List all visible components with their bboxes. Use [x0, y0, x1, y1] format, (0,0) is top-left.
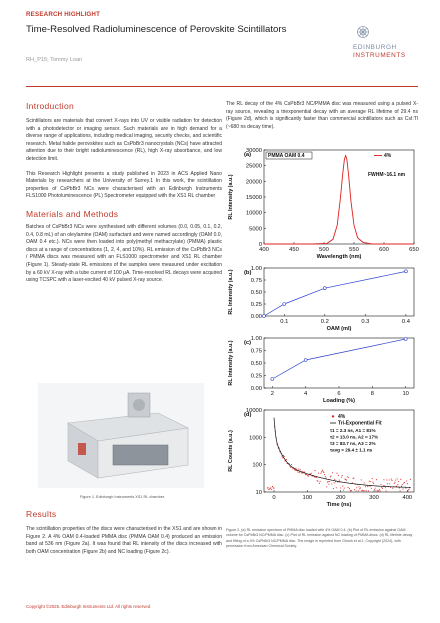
y-tick-label: 0.25: [250, 302, 262, 308]
y-tick-label: 0.50: [250, 361, 262, 367]
decay-data-point: [391, 479, 392, 480]
y-tick-label: 1000: [249, 435, 262, 442]
decay-data-point: [356, 487, 357, 488]
decay-data-point: [354, 489, 355, 490]
decay-data-point: [325, 476, 326, 477]
x-tick-label: 2: [270, 391, 274, 397]
decay-data-point: [408, 490, 409, 491]
decay-data-point: [270, 487, 271, 488]
decay-data-point: [333, 488, 334, 489]
y-tick-label: 5000: [249, 226, 262, 233]
y-tick-label: 10000: [245, 210, 262, 217]
decay-data-point: [348, 477, 349, 478]
decay-data-point: [386, 490, 387, 491]
decay-data-point: [369, 486, 370, 487]
decay-data-point: [290, 467, 291, 468]
decay-data-point: [347, 487, 348, 488]
y-axis-label: RL Counts (a.u.): [228, 430, 234, 472]
decay-data-point: [376, 479, 377, 480]
decay-data-point: [405, 488, 406, 489]
x-tick-label: 4: [304, 391, 308, 397]
decay-data-point: [375, 488, 376, 489]
results-section: [26, 509, 222, 556]
x-tick-label: 600: [379, 247, 389, 253]
trend-line-1: [264, 271, 406, 316]
copyright-footer: Copyright ©2025. Edinburgh Instruments Ltd. All rights reserved: [26, 604, 151, 609]
decay-data-point: [298, 469, 299, 470]
intro-heading: Introduction: [26, 101, 75, 111]
decay-data-point: [272, 486, 273, 487]
x-axis-label: Time (ns): [326, 502, 352, 508]
logo-line-1: EDINBURGH: [353, 44, 397, 51]
x-axis-label: Wavelength (nm): [316, 254, 362, 260]
decay-data-point: [389, 479, 390, 480]
decay-data-point: [343, 490, 344, 491]
decay-data-point: [351, 490, 352, 491]
figure-2-charts: [226, 140, 420, 525]
decay-data-point: [328, 481, 329, 482]
intro-paragraph-2: This Research Highlight presents a study published in 2023 in ACS Applied Nano Materials by researchers at the University of Surrey.1 In this work, the scintillation properties of CsPbBr3 NCs were characterised with an Edinburgh Instruments FLS1000 Photoluminescence (PL) Spectrometer equipped with the XS1 RL chamber: [26, 170, 222, 200]
decay-data-point: [359, 488, 360, 489]
decay-data-point: [325, 477, 326, 478]
decay-data-point: [334, 482, 335, 483]
decay-data-point: [361, 479, 362, 480]
decay-data-point: [379, 489, 380, 490]
decay-data-point: [367, 486, 368, 487]
x-tick-label: 450: [289, 247, 299, 253]
data-point: [271, 378, 274, 381]
intro-paragraph-1: Scintillators are materials that convert X-rays into UV or visible radiation for detection with a photodetector or imaging sensor. Such materials are in high demand for a diverse range of applications, including medical imaging, security checks, and scientific research. Metal halide perovskites such as CsPbBr3 nanocrystals (NCs) have attracted attention due to their bright radioluminescence (RL), high X-ray absorbance, and low detection limit.: [26, 118, 222, 162]
decay-data-point: [370, 481, 371, 482]
decay-data-point: [386, 479, 387, 480]
decay-data-point: [389, 483, 390, 484]
decay-data-point: [394, 483, 395, 484]
methods-paragraph: Batches of CsPbBr3 NCs were synthesised with different volumes (0.0, 0.05, 0.1, 0.2, 0.4, 0.8 mL) of an oleylamine (OAM) surfactant and were named accordingly (OAM 0.0, OAM 0.4 etc.). NCs were then loaded into poly(methyl methacrylate) (PMMA) plastic discs at a range of concentrations (1, 2, 4, and 10%). RL emission of the CsPbBr3 NCs / PMMA discs was measured with an FLS1000 spectrometer and XS1 RL chamber (Figure 1). Steady-state RL emissions of the samples were measured under excitation by a 60 kV X-ray with a tube current of 100 μA. Time-resolved RL decays were acquired using TCSPC with a laser-excited 40 kV pulsed X-ray source.: [26, 223, 222, 284]
decay-data-point: [353, 478, 354, 479]
decay-data-point: [331, 476, 332, 477]
decay-data-point: [299, 472, 300, 473]
decay-data-point: [394, 482, 395, 483]
decay-data-point: [404, 482, 405, 483]
trend-line-2: [272, 339, 405, 379]
decay-data-point: [381, 487, 382, 488]
decay-data-point: [295, 470, 296, 471]
data-point: [404, 270, 407, 273]
decay-data-point: [273, 488, 274, 489]
y-tick-label: 1.00: [250, 266, 262, 272]
fwhm-annotation: FWHM~16.1 nm: [368, 172, 406, 178]
panel-label: (a): [244, 152, 252, 158]
y-tick-label: 1.00: [250, 336, 262, 342]
page-title: Time-Resolved Radioluminescence of Perovskite Scintillators: [26, 24, 287, 35]
x-tick-label: 200: [335, 495, 346, 501]
decay-data-point: [336, 473, 337, 474]
decay-data-point: [283, 455, 284, 456]
decay-data-point: [397, 478, 398, 479]
decay-data-point: [301, 473, 302, 474]
decay-data-point: [269, 489, 270, 490]
decay-data-point: [331, 483, 332, 484]
decay-data-point: [271, 489, 272, 490]
decay-data-point: [323, 471, 324, 472]
x-tick-label: 0: [272, 495, 276, 501]
decay-data-point: [320, 473, 321, 474]
x-tick-label: 10: [402, 391, 409, 397]
decay-data-point: [286, 459, 287, 460]
decay-data-point: [298, 472, 299, 473]
logo-line-2: INSTRUMENTS: [353, 52, 406, 59]
decay-data-point: [372, 482, 373, 483]
y-tick-label: 20000: [245, 179, 262, 186]
decay-data-point: [321, 471, 322, 472]
legend-label-fit: Tri-Exponential Fit: [338, 420, 382, 427]
decay-data-point: [340, 487, 341, 488]
decay-data-point: [364, 482, 365, 483]
panel-label: (c): [244, 340, 252, 346]
decay-data-point: [326, 486, 327, 487]
decay-data-point: [282, 457, 283, 458]
methods-heading: Materials and Methods: [26, 208, 119, 219]
decay-data-point: [322, 470, 323, 471]
y-tick-label: 0.00: [250, 386, 262, 392]
x-tick-label: 500: [319, 247, 329, 253]
right-column: [226, 101, 418, 131]
y-tick-label: 10: [255, 490, 262, 496]
decay-data-point: [360, 487, 361, 488]
decay-data-point: [341, 477, 342, 478]
decay-data-point: [342, 475, 343, 476]
decay-data-point: [320, 481, 321, 482]
figure-1-caption: Figure 1. Edinburgh Instruments XS1 RL chamber.: [80, 495, 165, 499]
y-axis-label: RL Intensity (a.u.): [228, 269, 234, 315]
decay-data-point: [364, 490, 365, 491]
y-tick-label: 0.00: [250, 314, 262, 320]
x-tick-label: 550: [349, 247, 359, 253]
x-tick-label: 0.1: [280, 319, 289, 325]
logo-mark-icon: [353, 25, 417, 39]
decay-data-point: [347, 476, 348, 477]
decay-data-point: [332, 472, 333, 473]
decay-data-point: [380, 490, 381, 491]
decay-data-point: [318, 473, 319, 474]
legend-dot-4: [332, 415, 334, 417]
decay-data-point: [382, 488, 383, 489]
decay-data-point: [346, 480, 347, 481]
panel-label: (b): [244, 270, 252, 276]
y-tick-label: 0.75: [250, 278, 262, 284]
emission-spectrum-line: [264, 156, 414, 244]
decay-data-point: [368, 490, 369, 491]
decay-data-point: [323, 472, 324, 473]
decay-data-point: [387, 483, 388, 484]
decay-data-point: [375, 490, 376, 491]
decay-data-point: [314, 476, 315, 477]
decay-data-point: [400, 479, 401, 480]
decay-data-point: [314, 470, 315, 471]
x-tick-label: 300: [369, 495, 379, 501]
decay-data-point: [358, 486, 359, 487]
decay-data-point: [371, 488, 372, 489]
figure-1-image: [38, 383, 204, 488]
data-point: [304, 359, 307, 362]
x-tick-label: 6: [337, 391, 341, 397]
panel-label: (d): [244, 412, 252, 418]
decay-data-point: [400, 490, 401, 491]
x-tick-label: 0.4: [401, 319, 410, 325]
data-point: [263, 315, 266, 318]
y-tick-label: 0: [258, 242, 262, 248]
decay-data-point: [295, 468, 296, 469]
decay-data-point: [335, 481, 336, 482]
decay-data-point: [406, 480, 407, 481]
decay-data-point: [366, 490, 367, 491]
decay-paragraph: The RL decay of the 4% CsPbBr3 NC/PMMA disc was measured using a pulsed X-ray source, revealing a triexponential decay with an average RL lifetime of 29.4 ns (Figure 2d), which is significantly faster than commercial scintillators such as CsI:Tl (~680 ns decay time).: [226, 101, 418, 130]
legend-box-label: PMMA OAM 0.4: [268, 153, 305, 160]
legend-label-data: 4%: [338, 414, 346, 420]
fit-parameter: τavg = 29.4 ± 1.1 ns: [330, 447, 373, 453]
decay-data-point: [395, 480, 396, 481]
decay-data-point: [316, 477, 317, 478]
x-tick-label: 100: [302, 495, 313, 501]
decay-data-point: [268, 487, 269, 488]
y-tick-label: 25000: [245, 163, 262, 170]
decay-data-point: [402, 484, 403, 485]
plot-frame-0: [264, 150, 414, 244]
decay-data-point: [408, 489, 409, 490]
plot-frame-1: [264, 268, 414, 316]
decay-data-point: [338, 475, 339, 476]
edinburgh-instruments-logo: [353, 25, 417, 65]
fit-parameter: τ1 = 2.3 ns, A1 = 81%: [330, 428, 376, 433]
x-tick-label: 8: [370, 391, 374, 397]
decay-data-point: [319, 483, 320, 484]
decay-data-point: [407, 483, 408, 484]
research-highlight-label: RESEARCH HIGHLIGHT: [26, 11, 101, 18]
x-tick-label: 400: [259, 247, 269, 253]
x-tick-label: 400: [402, 495, 413, 501]
y-axis-label: RL Intensity (a.u.): [228, 340, 234, 386]
decay-data-point: [369, 481, 370, 482]
plot-frame-2: [264, 338, 414, 388]
decay-data-point: [397, 484, 398, 485]
decay-data-point: [399, 487, 400, 488]
x-axis-label: Loading (%): [322, 398, 356, 404]
data-point: [283, 303, 286, 306]
decay-data-point: [311, 473, 312, 474]
decay-data-point: [410, 479, 411, 480]
decay-data-point: [378, 490, 379, 491]
decay-data-point: [401, 486, 402, 487]
decay-data-point: [334, 479, 335, 480]
decay-data-point: [342, 486, 343, 487]
decay-data-point: [284, 456, 285, 457]
y-axis-label: RL Intensity (a.u.): [228, 174, 234, 220]
header-divider: [26, 86, 418, 87]
decay-data-point: [383, 479, 384, 480]
decay-data-point: [339, 480, 340, 481]
results-heading: Results: [26, 509, 57, 519]
decay-data-point: [365, 486, 366, 487]
decay-data-point: [329, 481, 330, 482]
fit-parameter: τ2 = 13.0 ns, A2 = 17%: [330, 434, 379, 440]
decay-data-point: [344, 488, 345, 489]
decay-data-point: [300, 469, 301, 470]
decay-data-point: [349, 488, 350, 489]
y-tick-label: 30000: [245, 148, 262, 154]
decay-data-point: [328, 484, 329, 485]
decay-data-point: [391, 480, 392, 481]
decay-data-point: [373, 483, 374, 484]
fit-parameter: τ3 = 83.7 ns, A3 = 2%: [330, 441, 376, 446]
y-tick-label: 0.50: [250, 290, 262, 296]
decay-data-point: [324, 474, 325, 475]
decay-data-point: [308, 476, 309, 477]
results-paragraph: The scintillation properties of the discs were characterised in the XS1 and are shown in Figure 2. A 4% OAM 0.4-loaded PMMA disc (PMMA OAM 0.4) produced an emission band at 536 nm (Figure 2a). It was found that RL intensity of the discs increased with both OAM concentration (Figure 2b) and NC loading (Figure 2c).: [26, 526, 222, 555]
y-tick-label: 100: [252, 462, 262, 469]
decay-data-point: [385, 487, 386, 488]
y-tick-label: 10000: [245, 408, 262, 414]
decay-data-point: [380, 484, 381, 485]
y-tick-label: 15000: [245, 195, 262, 201]
legend-series-label: 4%: [384, 153, 392, 160]
x-tick-label: 650: [409, 247, 419, 253]
decay-data-point: [356, 490, 357, 491]
x-axis-label: OAM (ml): [326, 326, 352, 332]
decay-data-point: [291, 464, 292, 465]
y-tick-label: 0.25: [250, 373, 262, 380]
decay-data-point: [336, 487, 337, 488]
decay-data-point: [372, 478, 373, 479]
document-meta: RH_P15; Tommy Loan: [26, 57, 83, 63]
decay-data-point: [363, 490, 364, 491]
data-point: [323, 287, 326, 290]
xs1-chamber-illustration: [38, 383, 204, 488]
decay-data-point: [392, 488, 393, 489]
x-tick-label: 0.3: [361, 319, 370, 325]
decay-data-point: [358, 490, 359, 491]
decay-data-point: [402, 488, 403, 489]
decay-data-point: [374, 489, 375, 490]
decay-data-point: [317, 481, 318, 482]
y-tick-label: 0.75: [250, 348, 262, 355]
x-tick-label: 0.2: [320, 319, 329, 325]
decay-data-point: [398, 481, 399, 482]
left-column: [26, 101, 222, 285]
figure-2-caption: Figure 2. (a) RL emission spectrum of PMMA disc loaded with 4% OAM 0.4. (b) Plot of RL emission against OAM volume for CsPbBr3 NC/PMMA disc. (c) Plot of RL emission against NC loading of PMMA discs. (d) RL lifetime decay and fitting of a 4% CsPbBr3 NC/PMMA disc. The image is reprinted from Ghosh et al.1, Copyright (2024), with permission from American Chemical Society.: [226, 528, 413, 548]
data-point: [404, 338, 407, 341]
